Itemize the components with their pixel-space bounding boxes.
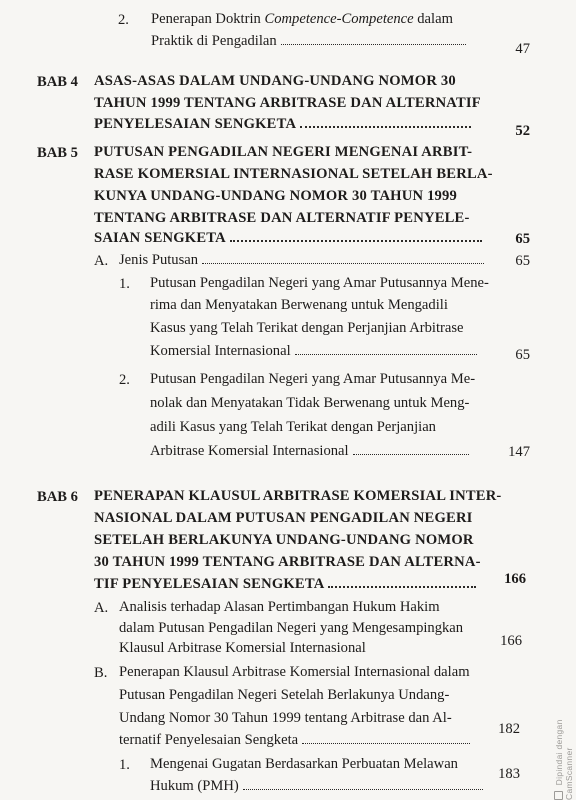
section-text-line: Undang Nomor 30 Tahun 1999 tentang Arbitrase dan Al-: [119, 710, 452, 726]
leader-dots: [243, 788, 483, 790]
subsection-text-line: Putusan Pengadilan Negeri yang Amar Putusannya Me-: [150, 371, 476, 387]
leader-dots: [302, 742, 470, 744]
chapter-title-line: NASIONAL DALAM PUTUSAN PENGADILAN NEGERI: [94, 510, 473, 526]
section-text-line: Penerapan Klausul Arbitrase Komersial Internasional dalam: [119, 664, 470, 680]
page-number: 147: [508, 444, 530, 460]
section-text-line: Putusan Pengadilan Negeri Setelah Berlakunya Undang-: [119, 687, 450, 703]
page-number: 65: [515, 347, 530, 363]
section-text-line: Analisis terhadap Alasan Pertimbangan Hukum Hakim: [119, 599, 440, 615]
leader-dots: [230, 239, 482, 242]
chapter-label: BAB 6: [37, 489, 78, 505]
chapter-title-line: PENYELESAIAN SENGKETA: [94, 117, 471, 132]
scanner-watermark: Dipindai dengan CamScanner: [554, 719, 574, 800]
subsection-text-line: nolak dan Menyatakan Tidak Berwenang untuk Meng-: [150, 395, 470, 411]
subsection-text-line: Kasus yang Telah Terikat dengan Perjanjian Arbitrase: [150, 320, 464, 336]
chapter-title-line: KUNYA UNDANG-UNDANG NOMOR 30 TAHUN 1999: [94, 188, 458, 204]
chapter-label: BAB 5: [37, 145, 78, 161]
chapter-title-line: TAHUN 1999 TENTANG ARBITRASE DAN ALTERNATIF: [94, 95, 481, 111]
section-letter: A.: [94, 600, 109, 616]
subsection-text-line: Arbitrase Komersial Internasional: [150, 444, 469, 459]
section-text-line: dalam Putusan Pengadilan Negeri yang Mengesampingkan: [119, 620, 464, 636]
entry-number: 2.: [118, 12, 129, 28]
chapter-title-line: RASE KOMERSIAL INTERNASIONAL SETELAH BERLA-: [94, 166, 493, 182]
section-text-line: Jenis Putusan: [119, 253, 484, 268]
entry-text-line: Praktik di Pengadilan: [151, 34, 466, 49]
chapter-title-line: TENTANG ARBITRASE DAN ALTERNATIF PENYELE-: [94, 210, 470, 226]
subsection-text-line: adili Kasus yang Telah Terikat dengan Perjanjian: [150, 419, 436, 435]
leader-dots: [353, 453, 469, 455]
page-number: 47: [515, 41, 530, 57]
chapter-title-line: ASAS-ASAS DALAM UNDANG-UNDANG NOMOR 30: [94, 73, 456, 89]
leader-dots: [202, 262, 484, 264]
leader-dots: [328, 585, 476, 588]
page-number: 166: [504, 571, 526, 587]
section-letter: B.: [94, 665, 108, 681]
chapter-title-line: PENERAPAN KLAUSUL ARBITRASE KOMERSIAL INTER-: [94, 488, 502, 504]
page-number: 166: [500, 633, 522, 649]
subsection-text-line: Mengenai Gugatan Berdasarkan Perbuatan Melawan: [150, 756, 458, 772]
subsection-number: 1.: [119, 276, 130, 292]
chapter-title-line: PUTUSAN PENGADILAN NEGERI MENGENAI ARBIT-: [94, 144, 473, 160]
subsection-number: 1.: [119, 757, 130, 773]
leader-dots: [295, 353, 477, 355]
section-text-line: ternatif Penyelesaian Sengketa: [119, 733, 470, 748]
page-number: 65: [515, 231, 530, 247]
entry-text-line: Penerapan Doktrin Competence-Competence dalam: [151, 11, 453, 27]
section-letter: A.: [94, 253, 109, 269]
chapter-title-line: SAIAN SENGKETA: [94, 231, 482, 246]
subsection-text-line: rima dan Menyatakan Berwenang untuk Mengadili: [150, 297, 448, 313]
chapter-label: BAB 4: [37, 74, 78, 90]
page-number: 183: [498, 766, 520, 782]
subsection-text-line: Putusan Pengadilan Negeri yang Amar Putusannya Mene-: [150, 275, 489, 291]
chapter-title-line: 30 TAHUN 1999 TENTANG ARBITRASE DAN ALTERNA-: [94, 554, 481, 570]
page-number: 182: [498, 721, 520, 737]
chapter-title-line: TIF PENYELESAIAN SENGKETA: [94, 577, 476, 592]
subsection-number: 2.: [119, 372, 130, 388]
leader-dots: [300, 125, 471, 128]
camscanner-icon: [555, 791, 564, 800]
leader-dots: [281, 43, 466, 45]
page-number: 65: [515, 253, 530, 269]
chapter-title-line: SETELAH BERLAKUNYA UNDANG-UNDANG NOMOR: [94, 532, 474, 548]
page-number: 52: [515, 123, 530, 139]
subsection-text-line: Hukum (PMH): [150, 779, 483, 794]
section-text-line: Klausul Arbitrase Komersial Internasional: [119, 640, 366, 656]
subsection-text-line: Komersial Internasional: [150, 344, 477, 359]
